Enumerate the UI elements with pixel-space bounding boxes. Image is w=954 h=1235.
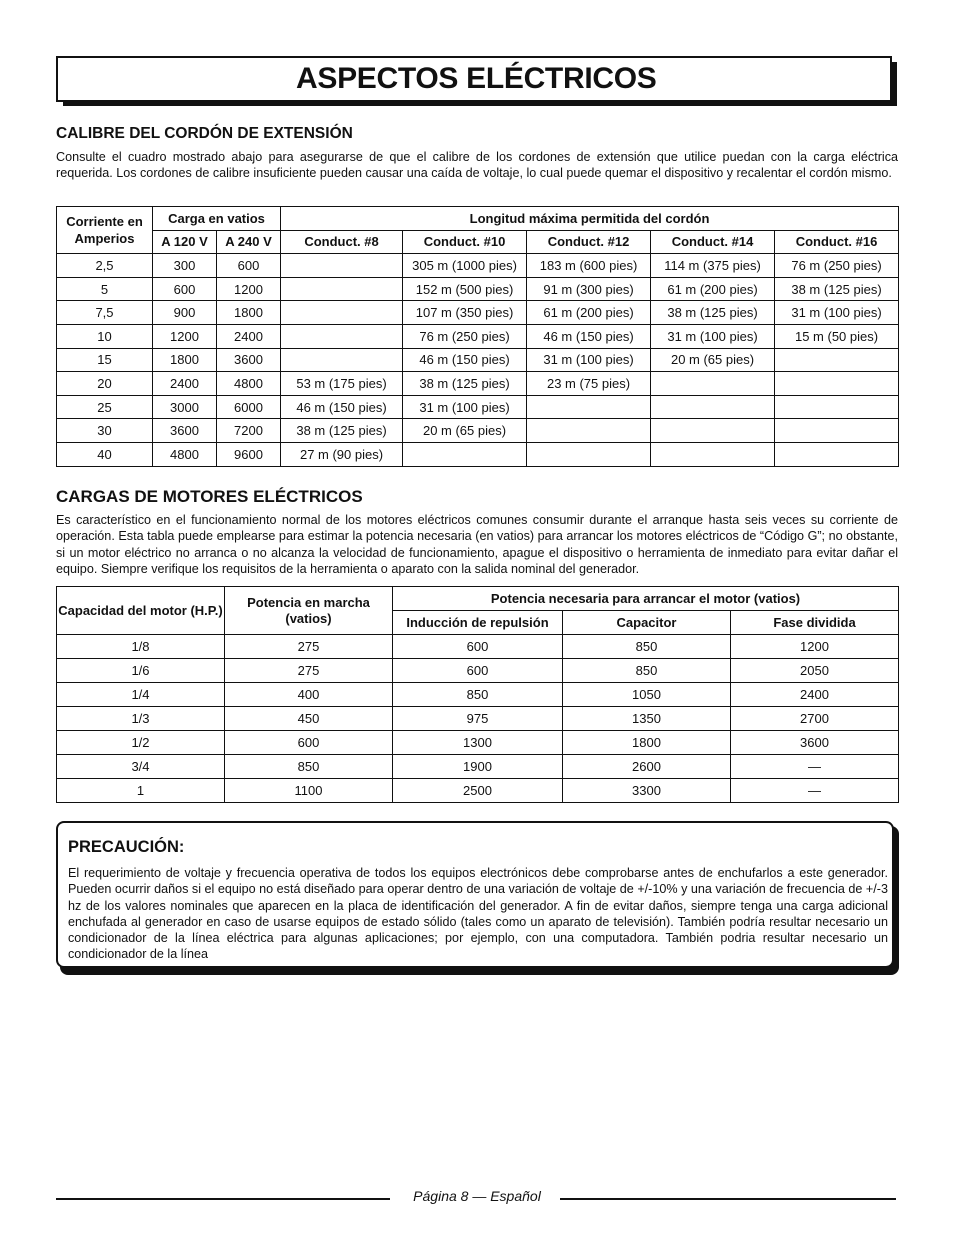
table-cell: 2400 xyxy=(731,683,899,707)
table-cell: 4800 xyxy=(217,372,281,396)
table-cell xyxy=(651,442,775,466)
table-cell: 600 xyxy=(393,635,563,659)
table-row xyxy=(57,779,899,803)
table-cell: 600 xyxy=(153,277,217,301)
table-row xyxy=(57,372,899,396)
table-row xyxy=(57,348,899,372)
table-cell: 2,5 xyxy=(57,254,153,278)
table-cell: 20 m (65 pies) xyxy=(403,419,527,443)
caution-box xyxy=(56,821,894,968)
col-header-capacity: Capacidad del motor (H.P.) xyxy=(57,587,225,635)
table-cell xyxy=(281,301,403,325)
table-row xyxy=(57,301,899,325)
col-subheader: Capacitor xyxy=(563,611,731,635)
table-cell: 10 xyxy=(57,324,153,348)
title-banner xyxy=(56,56,892,102)
table-row xyxy=(57,659,899,683)
table-cell: 850 xyxy=(563,659,731,683)
table-cell: 1050 xyxy=(563,683,731,707)
table-cell xyxy=(651,395,775,419)
table-cell: 20 m (65 pies) xyxy=(651,348,775,372)
caution-heading: PRECAUCIÓN: xyxy=(68,838,185,856)
table-row xyxy=(57,731,899,755)
table-cell: 1300 xyxy=(393,731,563,755)
table-cell: 114 m (375 pies) xyxy=(651,254,775,278)
table-row xyxy=(57,254,899,278)
table-cell xyxy=(775,372,899,396)
table-cell: 91 m (300 pies) xyxy=(527,277,651,301)
table-cell: 27 m (90 pies) xyxy=(281,442,403,466)
col-subheader: Inducción de repulsión xyxy=(393,611,563,635)
table-cell xyxy=(651,372,775,396)
table-cell: 1/4 xyxy=(57,683,225,707)
table-cell: 1100 xyxy=(225,779,393,803)
table-cell: 30 xyxy=(57,419,153,443)
col-subheader: A 240 V xyxy=(217,230,281,254)
col-subheader: Conduct. #10 xyxy=(403,230,527,254)
table-cell: 2050 xyxy=(731,659,899,683)
table-cell: 1 xyxy=(57,779,225,803)
table-cell xyxy=(651,419,775,443)
table-cell: 2400 xyxy=(217,324,281,348)
cord-section-heading: CALIBRE DEL CORDÓN DE EXTENSIÓN xyxy=(56,125,353,142)
table-cell: 46 m (150 pies) xyxy=(403,348,527,372)
table-cell xyxy=(281,324,403,348)
table-cell: 23 m (75 pies) xyxy=(527,372,651,396)
table-cell: 7200 xyxy=(217,419,281,443)
table-cell: 1800 xyxy=(563,731,731,755)
table-cell: 15 xyxy=(57,348,153,372)
table-row xyxy=(57,395,899,419)
table-cell xyxy=(281,277,403,301)
table-cell: 600 xyxy=(393,659,563,683)
table-cell: 1/2 xyxy=(57,731,225,755)
table-cell: 1800 xyxy=(153,348,217,372)
table-cell: 183 m (600 pies) xyxy=(527,254,651,278)
table-cell xyxy=(775,442,899,466)
table-cell xyxy=(775,348,899,372)
table-cell: 850 xyxy=(393,683,563,707)
col-subheader: A 120 V xyxy=(153,230,217,254)
table-cell: 275 xyxy=(225,659,393,683)
table-row xyxy=(57,419,899,443)
table-cell: — xyxy=(731,755,899,779)
table-cell xyxy=(403,442,527,466)
table-cell: 3/4 xyxy=(57,755,225,779)
table-cell: 400 xyxy=(225,683,393,707)
table-cell: 53 m (175 pies) xyxy=(281,372,403,396)
cord-section-text: Consulte el cuadro mostrado abajo para asegurarse de que el calibre de los cordones de extensión que utilice puedan con la carga eléctrica requerida. Los cordones de calibre insuficiente pueden causar una caída de voltaje, lo cual puede quemar el dispositivo y recalentar el cordón mismo. xyxy=(56,150,898,181)
table-cell: 40 xyxy=(57,442,153,466)
col-subheader: Conduct. #14 xyxy=(651,230,775,254)
table-cell xyxy=(527,395,651,419)
col-subheader: Conduct. #8 xyxy=(281,230,403,254)
table-cell: 450 xyxy=(225,707,393,731)
motor-section-heading: CARGAS DE MOTORES ELÉCTRICOS xyxy=(56,487,363,506)
table-cell: 2700 xyxy=(731,707,899,731)
table-cell: 76 m (250 pies) xyxy=(775,254,899,278)
table-cell: 305 m (1000 pies) xyxy=(403,254,527,278)
col-subheader: Conduct. #16 xyxy=(775,230,899,254)
table-row xyxy=(57,324,899,348)
table-cell: 1350 xyxy=(563,707,731,731)
table-cell: 2500 xyxy=(393,779,563,803)
table-cell: 25 xyxy=(57,395,153,419)
table-cell: 61 m (200 pies) xyxy=(527,301,651,325)
table-cell: 107 m (350 pies) xyxy=(403,301,527,325)
table-cell xyxy=(775,395,899,419)
table-cell: 20 xyxy=(57,372,153,396)
col-header-starting: Potencia necesaria para arrancar el motor (vatios) xyxy=(393,587,899,611)
col-header-load: Carga en vatios xyxy=(153,207,281,231)
table-cell: 5 xyxy=(57,277,153,301)
table-cell: 850 xyxy=(225,755,393,779)
table-cell: 3300 xyxy=(563,779,731,803)
table-cell: 850 xyxy=(563,635,731,659)
table-cell xyxy=(281,254,403,278)
table-cell: 31 m (100 pies) xyxy=(775,301,899,325)
table-cell: 31 m (100 pies) xyxy=(651,324,775,348)
table-cell: 61 m (200 pies) xyxy=(651,277,775,301)
table-cell xyxy=(775,419,899,443)
col-subheader: Fase dividida xyxy=(731,611,899,635)
table-cell: 3600 xyxy=(731,731,899,755)
table-row xyxy=(57,635,899,659)
table-cell xyxy=(527,442,651,466)
table-cell: 600 xyxy=(225,731,393,755)
table-cell: — xyxy=(731,779,899,803)
table-cell: 76 m (250 pies) xyxy=(403,324,527,348)
table-cell: 31 m (100 pies) xyxy=(527,348,651,372)
page-title: ASPECTOS ELÉCTRICOS xyxy=(296,62,657,95)
table-cell: 300 xyxy=(153,254,217,278)
table-cell: 15 m (50 pies) xyxy=(775,324,899,348)
caution-text: El requerimiento de voltaje y frecuencia operativa de todos los equipos electrónicos debe comprobarse antes de enchufarlos a este generador. Pueden ocurrir daños si el equipo no está diseñado para operar dentro de una variación de voltaje de +/-10% y una variación de frecuencia de +/-3 hz de los valores nominales que aparecen en la placa de identificación del generador. A fin de evitar daños, siempre tenga una carga adicional enchufada al generador en caso de usarse equipos de estado sólido (tales como un aparato de televisión). También podría resultar necesario un condicionador de la línea eléctrica para algunas aplicaciones; por ejemplo, con una computadora. También podria resultar necesario un condicionador de la línea xyxy=(68,866,888,962)
col-header-running: Potencia en marcha (vatios) xyxy=(225,587,393,635)
table-cell: 275 xyxy=(225,635,393,659)
table-cell: 3600 xyxy=(217,348,281,372)
table-cell: 1/8 xyxy=(57,635,225,659)
table-cell xyxy=(527,419,651,443)
table-cell: 38 m (125 pies) xyxy=(651,301,775,325)
extension-cord-table xyxy=(56,206,899,467)
motor-load-table xyxy=(56,586,899,803)
table-cell: 900 xyxy=(153,301,217,325)
table-row xyxy=(57,683,899,707)
table-cell: 1800 xyxy=(217,301,281,325)
col-subheader: Conduct. #12 xyxy=(527,230,651,254)
table-row xyxy=(57,755,899,779)
table-cell: 3000 xyxy=(153,395,217,419)
table-cell: 3600 xyxy=(153,419,217,443)
col-header-current: Corriente en Amperios xyxy=(57,207,153,254)
table-cell: 600 xyxy=(217,254,281,278)
table-cell: 46 m (150 pies) xyxy=(281,395,403,419)
table-cell: 4800 xyxy=(153,442,217,466)
table-cell: 46 m (150 pies) xyxy=(527,324,651,348)
table-cell: 1/6 xyxy=(57,659,225,683)
table-cell: 1200 xyxy=(731,635,899,659)
table-cell: 1/3 xyxy=(57,707,225,731)
table-cell: 9600 xyxy=(217,442,281,466)
table-cell: 2400 xyxy=(153,372,217,396)
table-row xyxy=(57,442,899,466)
motor-section-text: Es característico en el funcionamiento normal de los motores eléctricos comunes consumir durante el arranque hasta seis veces su corriente de operación. Esta tabla puede emplearse para estimar la potencia necesaria (en vatios) para arrancar los motores eléctricos de “Código G”; no obstante, si un motor eléctrico no arranca o no alcanza la velocidad de funcionamiento, apague el dispositivo o herramienta de inmediato para evitar dañar el equipo. Siempre verifique los requisitos de la herramienta o aparato con la salida nominal del generador. xyxy=(56,513,898,576)
table-cell: 152 m (500 pies) xyxy=(403,277,527,301)
table-cell: 975 xyxy=(393,707,563,731)
table-cell: 31 m (100 pies) xyxy=(403,395,527,419)
table-cell: 38 m (125 pies) xyxy=(403,372,527,396)
col-header-length: Longitud máxima permitida del cordón xyxy=(281,207,899,231)
table-cell: 1200 xyxy=(153,324,217,348)
table-row xyxy=(57,707,899,731)
table-cell: 38 m (125 pies) xyxy=(281,419,403,443)
table-cell: 2600 xyxy=(563,755,731,779)
page-footer: Página 8 — Español xyxy=(413,1188,541,1204)
table-cell: 1200 xyxy=(217,277,281,301)
table-cell: 1900 xyxy=(393,755,563,779)
table-cell: 6000 xyxy=(217,395,281,419)
table-cell: 7,5 xyxy=(57,301,153,325)
table-cell xyxy=(281,348,403,372)
table-cell: 38 m (125 pies) xyxy=(775,277,899,301)
table-row xyxy=(57,277,899,301)
